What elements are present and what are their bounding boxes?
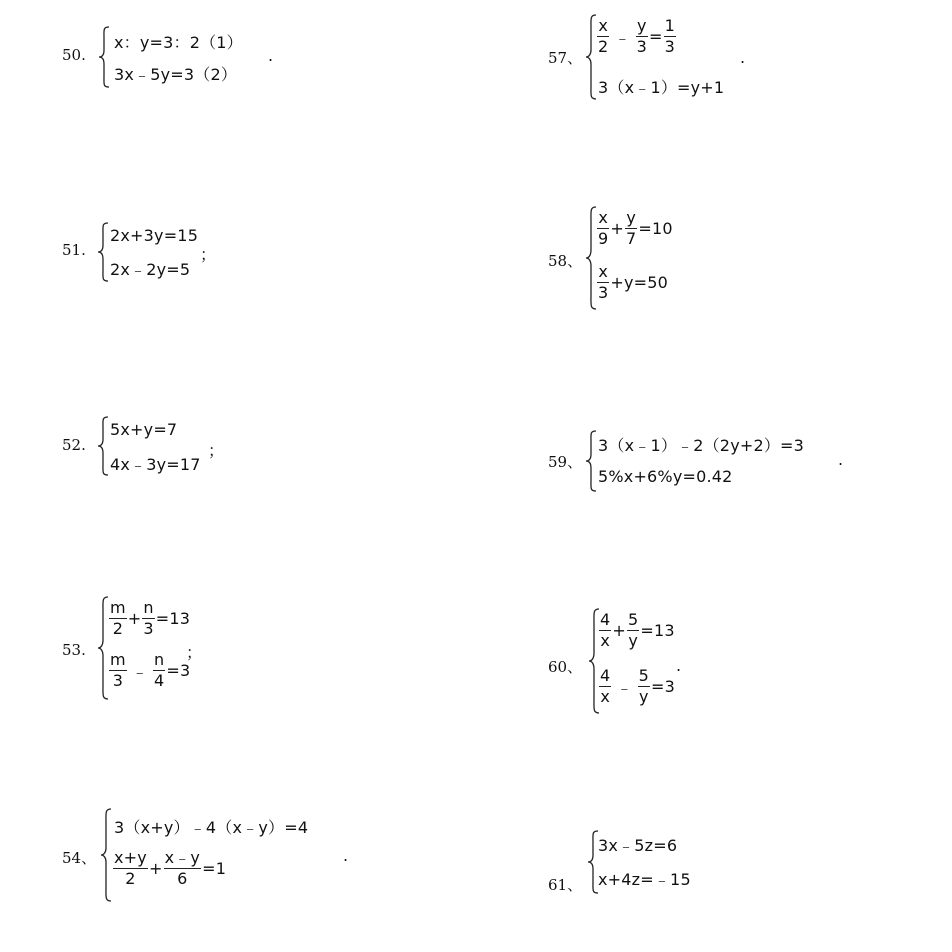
problem-number: 58、 [548,252,583,270]
trailing-punctuation: . [740,48,746,67]
fraction: $\frac{y}{7}$ [626,208,637,248]
trailing-punctuation: ； [200,245,217,264]
problem-number: 61、 [548,876,583,894]
fraction: $\frac{5}{y}$ [628,610,639,650]
equation-line-2: 3x﹣5y=3（2） [114,65,238,84]
equation-line-1: 2x+3y=15 [110,226,199,245]
fraction: $\frac{n}{4}$ [154,650,165,690]
equation-line-1: $\frac{x}{2}$ ﹣ $\frac{y}{3}$ = $\frac{1}{3}$ [598,16,675,56]
left-brace-icon [585,430,597,492]
equation-line-1: x：y=3：2（1） [114,33,243,52]
problem-number: 60、 [548,658,583,676]
equation-line-1: $\frac{x}{9}$ + $\frac{y}{7}$ =10 [598,208,673,248]
left-brace-icon [100,808,112,902]
fraction: $\frac{4}{x}$ [600,666,611,706]
trailing-punctuation: ； [208,441,225,460]
equation-line-1: 5x+y=7 [110,420,178,439]
problem-number: 53. [62,641,86,659]
fraction: $\frac{y}{3}$ [636,16,647,56]
problem-number: 50. [62,46,86,64]
equation-line-2: 4x﹣3y=17 [110,455,201,474]
equation-line-2: x+4z=﹣15 [598,870,691,889]
fraction: $\frac{5}{y}$ [638,666,649,706]
fraction: $\frac{m}{3}$ [110,650,126,690]
equation-line-2: $\frac{x}{3}$ +y=50 [598,262,669,302]
left-brace-icon [98,26,110,88]
trailing-punctuation: ； [186,643,203,662]
equation-line-2: $\frac{x+y}{2}$ + $\frac{x﹣y}{6}$ =1 [114,848,227,888]
fraction: $\frac{x﹣y}{6}$ [164,848,201,888]
equation-line-2: $\frac{4}{x}$ ﹣ $\frac{5}{y}$ =3 [600,666,675,706]
problem-number: 57、 [548,49,583,67]
equation-line-1: 3（x+y）﹣4（x﹣y）=4 [114,818,309,837]
trailing-punctuation: . [838,450,844,469]
fraction: $\frac{x}{9}$ [598,208,609,248]
fraction: $\frac{m}{2}$ [110,598,126,638]
equation-line-1: 3（x﹣1）﹣2（2y+2）=3 [598,436,805,455]
problem-number: 52. [62,436,86,454]
problem-number: 54、 [62,849,97,867]
problem-number: 51. [62,241,86,259]
fraction: $\frac{n}{3}$ [143,598,154,638]
equation-line-1: $\frac{m}{2}$ + $\frac{n}{3}$ =13 [110,598,191,638]
equation-line-2: $\frac{m}{3}$ ﹣ $\frac{n}{4}$ =3 [110,650,191,690]
equation-line-1: $\frac{4}{x}$ + $\frac{5}{y}$ =13 [600,610,675,650]
fraction: $\frac{1}{3}$ [664,16,675,56]
fraction: $\frac{x+y}{2}$ [114,848,147,888]
fraction: $\frac{x}{3}$ [598,262,609,302]
equation-line-2: 5%x+6%y=0.42 [598,467,733,486]
equation-line-2: 2x﹣2y=5 [110,260,191,279]
equation-line-1: 3x﹣5z=6 [598,836,678,855]
trailing-punctuation: . [268,46,274,65]
left-brace-icon [97,416,109,476]
trailing-punctuation: . [676,656,682,675]
fraction: $\frac{x}{2}$ [598,16,609,56]
left-brace-icon [97,222,109,282]
fraction: $\frac{4}{x}$ [600,610,611,650]
problem-number: 59、 [548,453,583,471]
equation-line-2: 3（x﹣1）=y+1 [598,78,725,97]
trailing-punctuation: . [343,846,349,865]
